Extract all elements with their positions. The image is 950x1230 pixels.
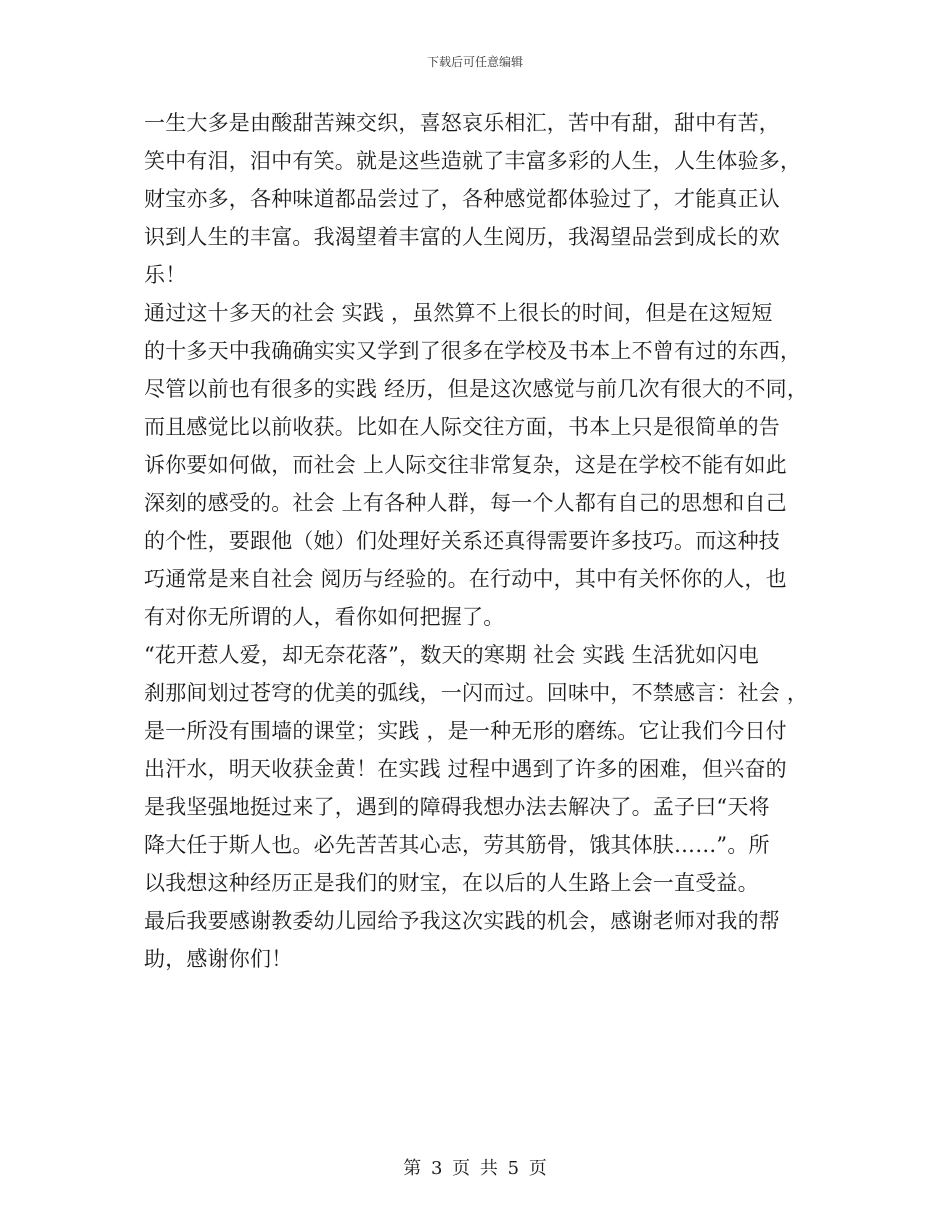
text-line: 笑中有泪，泪中有笑。就是这些造就了丰富多彩的人生，人生体验多， xyxy=(144,149,802,173)
text-line: 降大任于斯人也。必先苦苦其心志，劳其筋骨，饿其体肤……”。所 xyxy=(144,833,770,857)
text-line: 助，感谢你们！ xyxy=(144,947,293,971)
text-line: 尽管以前也有很多的实践 经历，但是这次感觉与前几次有很大的不同， xyxy=(144,377,809,401)
text-line: 巧通常是来自社会 阅历与经验的。在行动中，其中有关怀你的人，也 xyxy=(144,567,787,591)
text-line: 最后我要感谢教委幼儿园给予我这次实践的机会，感谢老师对我的帮 xyxy=(144,909,780,933)
text-line: 是我坚强地挺过来了，遇到的障碍我想办法去解决了。孟子曰“天将 xyxy=(144,795,770,819)
document-body xyxy=(144,104,810,978)
text-line: 乐！ xyxy=(144,263,187,287)
text-line: 的十多天中我确确实实又学到了很多在学校及书本上不曾有过的东西， xyxy=(144,339,802,363)
text-line: 的个性，要跟他（她）们处理好关系还真得需要许多技巧。而这种技 xyxy=(144,529,780,553)
text-line: 出汗水，明天收获金黄！在实践 过程中遇到了许多的困难，但兴奋的 xyxy=(144,757,787,781)
page-number-footer: 第 3 页 共 5 页 xyxy=(403,1158,547,1179)
text-line: 一生大多是由酸甜苦辣交织，喜怒哀乐相汇，苦中有甜，甜中有苦， xyxy=(144,111,780,135)
text-line: 识到人生的丰富。我渴望着丰富的人生阅历，我渴望品尝到成长的欢 xyxy=(144,225,780,249)
text-line: 诉你要如何做，而社会 上人际交往非常复杂，这是在学校不能有如此 xyxy=(144,453,787,477)
text-line: 通过这十多天的社会 实践 ，虽然算不上很长的时间，但是在这短短 xyxy=(144,301,773,325)
text-line: 刹那间划过苍穹的优美的弧线，一闪而过。回味中，不禁感言：社会 ， xyxy=(144,681,809,705)
text-line: 财宝亦多，各种味道都品尝过了，各种感觉都体验过了，才能真正认 xyxy=(144,187,780,211)
text-line: “花开惹人爱，却无奈花落”，数天的寒期 社会 实践 生活犹如闪电 xyxy=(144,643,759,667)
page-header: 下载后可任意编辑 xyxy=(426,55,523,69)
text-line: 是一所没有围墙的课堂；实践 ，是一种无形的磨练。它让我们今日付 xyxy=(144,719,787,743)
text-line: 有对你无所谓的人，看你如何把握了。 xyxy=(144,605,505,629)
text-line: 而且感觉比以前收获。比如在人际交往方面，书本上只是很简单的告 xyxy=(144,415,780,439)
text-line: 以我想这种经历正是我们的财宝，在以后的人生路上会一直受益。 xyxy=(144,871,759,895)
text-line: 深刻的感受的。社会 上有各种人群，每一个人都有自己的思想和自己 xyxy=(144,491,787,515)
